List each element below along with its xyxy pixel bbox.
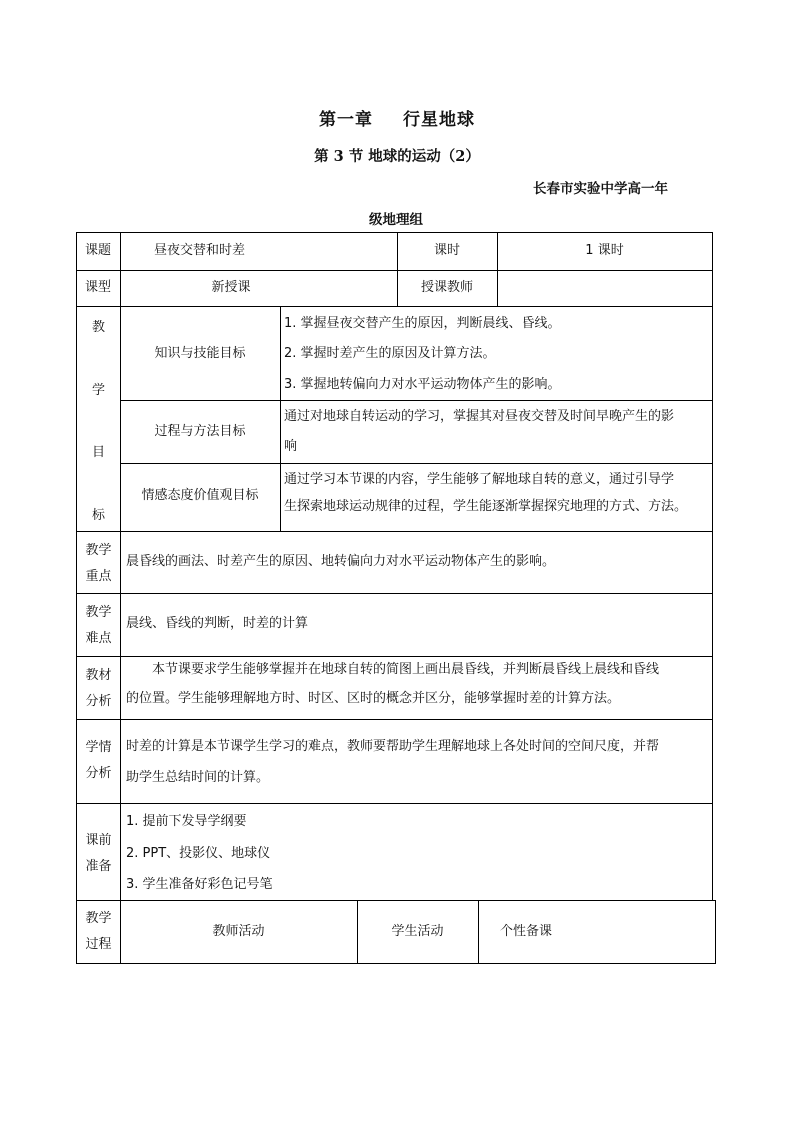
chapter-title [0,105,794,130]
attitude-goal-label: 情感态度价值观目标 [141,488,259,503]
goals-label-char: 学 [91,383,105,398]
process-label-line: 教学 [85,911,112,926]
table-rule [76,232,713,233]
material-line: 的位置。学生能够理解地方时、时区、区时的概念并区分，能够掌握时差的计算方法。 [126,691,621,706]
student-label-line: 学情 [85,740,112,755]
process-goal-line: 通过对地球自转运动的学习，掌握其对昼夜交替及时间早晚产生的影 [284,409,675,424]
process-goal-line: 响 [284,439,298,454]
topic-label: 课题 [84,243,111,258]
difficulty-label-line: 难点 [85,631,112,646]
goals-label-char: 教 [91,320,105,335]
teacher-label: 授课教师 [420,280,473,295]
material-label-line: 分析 [85,694,112,709]
material-label-line: 教材 [85,668,112,683]
goals-label-char: 目 [91,445,105,460]
attitude-goal-line: 通过学习本节课的内容，学生能够了解地球自转的意义，通过引导学 [284,472,675,487]
topic-value: 昼夜交替和时差 [154,243,246,258]
group-line: 级地理组 [369,212,423,228]
prep-label-line: 准备 [85,859,112,874]
goals-label-char: 标 [91,508,105,523]
student-label-line: 分析 [85,766,112,781]
table-rule [76,593,713,594]
prep-label-line: 课前 [85,833,112,848]
table-rule [120,400,713,401]
table-rule [76,719,713,720]
key-label-line: 重点 [85,569,112,584]
material-label [77,663,120,715]
table-rule [76,900,715,901]
process-goal-label: 过程与方法目标 [154,424,246,439]
student-activity-header: 学生活动 [391,924,444,939]
student-line: 时差的计算是本节课学生学习的难点，教师要帮助学生理解地球上各处时间的空间尺度，并帮 [126,739,660,754]
key-label-line: 教学 [85,543,112,558]
hours-value: 1 课时 [585,243,624,258]
teacher-activity-header: 教师活动 [212,924,265,939]
school-line: 长春市实验中学高一年 [533,181,668,197]
chapter-number: 第一章 [319,110,373,130]
attitude-goal-line: 生探索地球运动规律的过程，学生能逐渐掌握探究地理的方式、方法。 [284,499,688,514]
type-label: 课型 [84,280,111,295]
table-rule [120,463,713,464]
material-line: 本节课要求学生能够掌握并在地球自转的简图上画出晨昏线，并判断晨昏线上晨线和昏线 [152,662,660,677]
difficulty-label-line: 教学 [85,605,112,620]
table-rule [76,270,713,271]
section-title: 第 3 节 地球的运动（2） [314,148,480,165]
chapter-name: 行星地球 [403,110,475,130]
student-label [77,735,120,787]
prep-label [77,828,120,880]
prep-item: 1. 提前下发导学纲要 [126,814,247,829]
key-value: 晨昏线的画法、时差产生的原因、地转偏向力对水平运动物体产生的影响。 [126,554,556,569]
type-value: 新授课 [211,280,251,295]
difficulty-label [77,600,120,652]
knowledge-goal-item: 1. 掌握昼夜交替产生的原因，判断晨线、昏线。 [284,316,561,331]
table-rule [715,900,716,964]
student-line: 助学生总结时间的计算。 [126,770,270,785]
table-rule [478,900,479,964]
table-rule [76,963,715,964]
table-rule [76,306,713,307]
table-rule [76,531,713,532]
prep-item: 3. 学生准备好彩色记号笔 [126,877,273,892]
knowledge-goal-item: 3. 掌握地转偏向力对水平运动物体产生的影响。 [284,377,561,392]
table-rule [712,232,713,900]
knowledge-goal-label: 知识与技能目标 [154,346,246,361]
personal-prep-header: 个性备课 [500,924,553,939]
hours-label: 课时 [433,243,460,258]
difficulty-value: 晨线、昏线的判断，时差的计算 [126,616,309,631]
process-label-line: 过程 [85,937,112,952]
table-rule [76,803,713,804]
table-rule [280,306,281,531]
key-label [77,538,120,590]
process-label [77,906,120,958]
prep-item: 2. PPT、投影仪、地球仪 [126,846,271,861]
knowledge-goal-item: 2. 掌握时差产生的原因及计算方法。 [284,346,496,361]
